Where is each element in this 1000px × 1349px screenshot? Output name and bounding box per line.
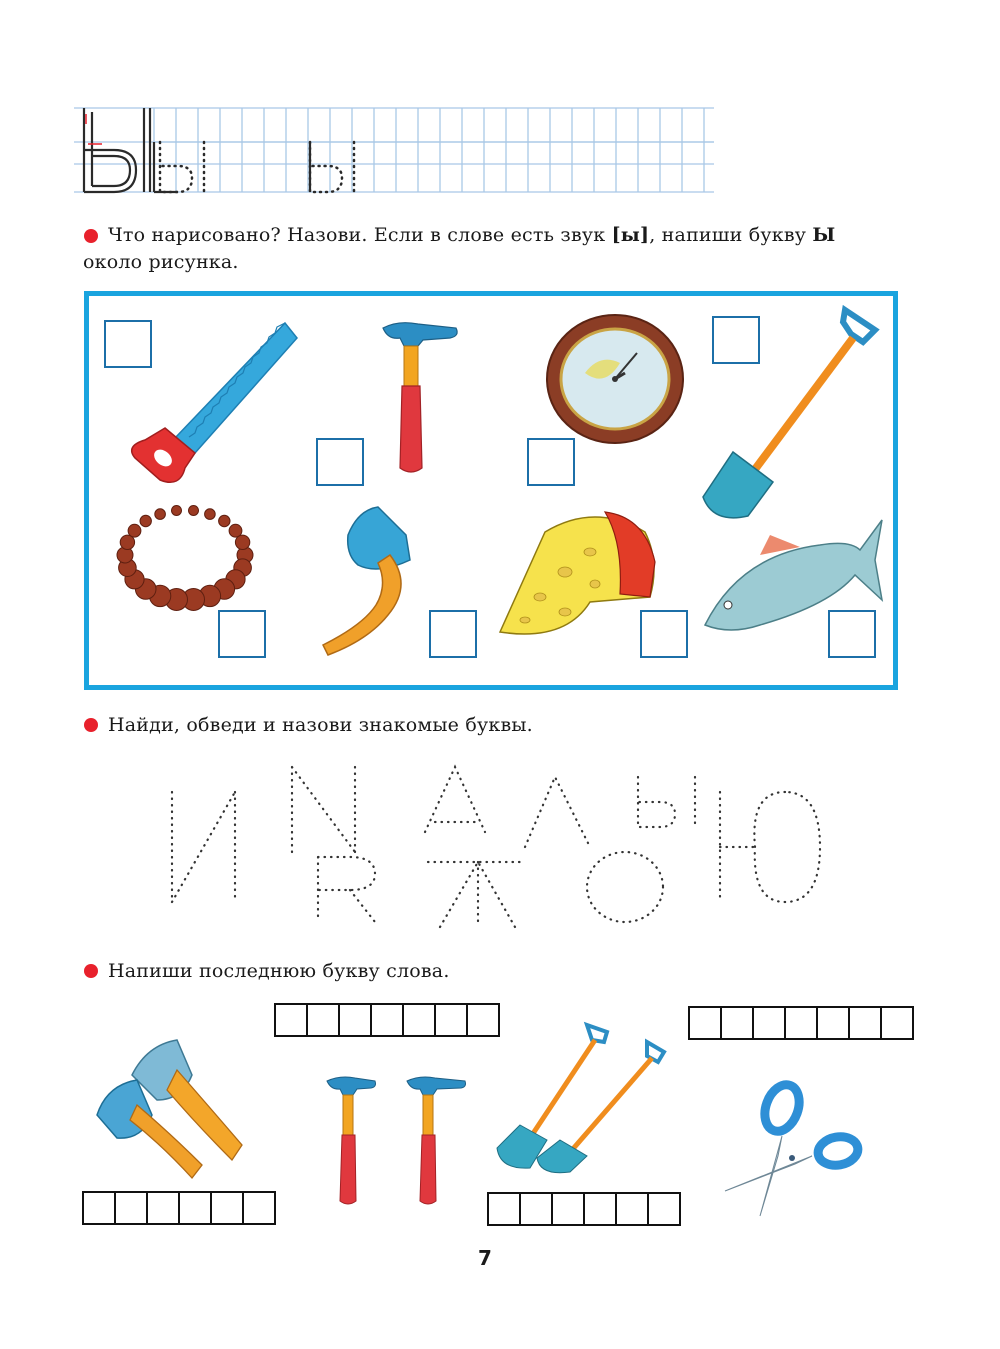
dotted-letter-ya bbox=[318, 857, 375, 922]
dotted-letter-lambda bbox=[525, 777, 590, 847]
cheese-icon bbox=[495, 502, 660, 652]
fish-icon bbox=[700, 505, 885, 640]
hammer-icon bbox=[378, 318, 463, 478]
answer-cells-top-left[interactable] bbox=[274, 1003, 500, 1037]
letter-writing-strip bbox=[74, 106, 714, 194]
dotted-letters-figure bbox=[160, 762, 840, 932]
bead bbox=[172, 506, 182, 516]
axes-icon bbox=[92, 1020, 257, 1180]
dotted-letter-yu bbox=[720, 792, 820, 902]
dotted-letter-zh bbox=[428, 862, 520, 927]
bead bbox=[205, 509, 216, 520]
beads-icon bbox=[115, 500, 255, 615]
writing-guide-grid bbox=[74, 106, 714, 194]
answer-box-clock[interactable] bbox=[527, 438, 575, 486]
task-bullet bbox=[84, 964, 98, 978]
bead bbox=[128, 524, 141, 537]
task1-instruction: Что нарисовано? Назови. Если в слове есть звук [ы], напиши букву Ы около рисунка. bbox=[83, 224, 836, 273]
scissors-icon bbox=[720, 1076, 865, 1218]
bead bbox=[219, 515, 230, 526]
saw-icon bbox=[125, 318, 305, 493]
shovel-icon bbox=[693, 302, 883, 522]
answer-cells-top-right[interactable] bbox=[688, 1006, 914, 1040]
shovels-icon bbox=[492, 1020, 672, 1175]
dotted-letter-a bbox=[425, 767, 485, 832]
answer-cells-bottom-left[interactable] bbox=[82, 1191, 276, 1225]
bead bbox=[155, 509, 166, 520]
task-bullet bbox=[84, 718, 98, 732]
bead bbox=[189, 506, 199, 516]
page-number: 7 bbox=[478, 1246, 492, 1270]
answer-box-beads[interactable] bbox=[218, 610, 266, 658]
hammers-icon bbox=[325, 1073, 475, 1208]
dotted-letter-n bbox=[292, 767, 355, 852]
dotted-letter-y bbox=[638, 777, 695, 827]
dotted-letter-i bbox=[172, 792, 235, 902]
task3-instruction: Напиши последнюю букву слова. bbox=[108, 960, 450, 982]
clock-icon bbox=[545, 313, 685, 445]
dotted-letter-o bbox=[587, 852, 663, 922]
bead bbox=[235, 535, 249, 549]
axe-icon bbox=[318, 505, 438, 660]
bead bbox=[140, 515, 151, 526]
task2-instruction: Найди, обведи и назови знакомые буквы. bbox=[108, 714, 533, 736]
task-bullet bbox=[84, 229, 98, 243]
answer-box-hammer[interactable] bbox=[316, 438, 364, 486]
answer-cells-bottom-middle[interactable] bbox=[487, 1192, 681, 1226]
